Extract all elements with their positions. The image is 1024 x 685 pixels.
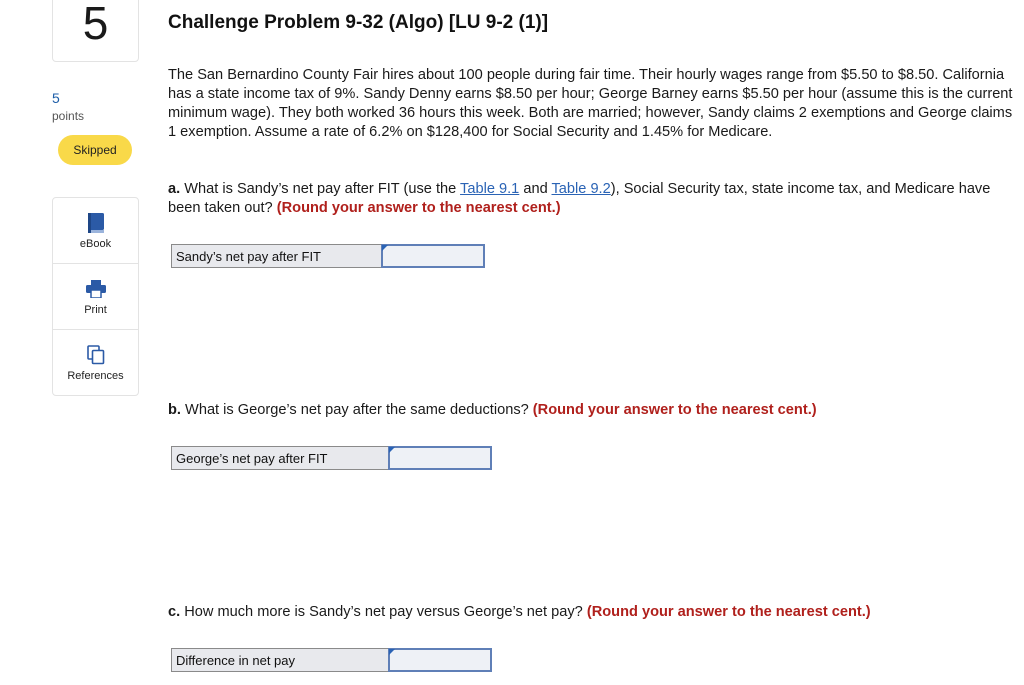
part-c-answer-field[interactable] — [388, 648, 492, 672]
copy-icon — [87, 344, 105, 366]
references-button[interactable] — [53, 330, 138, 395]
part-c-answer-label: Difference in net pay — [171, 648, 389, 672]
difference-input[interactable] — [390, 650, 490, 670]
part-a-answer-label: Sandy’s net pay after FIT — [171, 244, 382, 268]
book-icon — [87, 212, 105, 234]
part-a-text-3: ), Social Security tax, state income tax, and Medicare have been taken out? — [168, 181, 991, 216]
references-label: References — [67, 369, 124, 382]
flag-icon — [382, 245, 388, 251]
part-b-text: What is George’s net pay after the same deductions? — [185, 402, 529, 418]
part-b-answer-row — [171, 446, 492, 470]
part-a-question — [168, 180, 1014, 218]
sandy-net-pay-input[interactable] — [383, 246, 483, 266]
part-c-round-instruction: (Round your answer to the nearest cent.) — [586, 604, 871, 620]
table-9-2-link[interactable]: Table 9.2 — [551, 181, 611, 197]
part-a-label: a. — [168, 181, 181, 197]
print-label: Print — [84, 303, 107, 316]
problem-description: The San Bernardino County Fair hires about 100 people during fair time. Their hourly wages range from $5.50 to $8.50. California has a state income tax of 9%. Sandy Denny earns $8.50 per hour; George Barney earns $5.50 per hour (assume this is the current minimum wage). They both worked 36 hours this week. Both are married; however, Sandy claims 2 exemptions and George claims 1 exemption. Assume a rate of 6.2% on $128,400 for Social Security and 1.45% for Medicare. — [168, 67, 1013, 140]
status-badge: Skipped — [58, 135, 132, 165]
points-label: points — [52, 109, 85, 123]
george-net-pay-input[interactable] — [390, 448, 490, 468]
part-b-question — [168, 401, 1014, 420]
question-number: 5 — [82, 0, 109, 49]
print-button[interactable] — [53, 264, 138, 330]
ebook-label: eBook — [79, 237, 112, 250]
part-a-answer-field[interactable] — [381, 244, 485, 268]
flag-icon — [389, 649, 395, 655]
table-9-1-link[interactable]: Table 9.1 — [460, 181, 520, 197]
ebook-button[interactable] — [53, 198, 138, 264]
part-a-round-instruction: (Round your answer to the nearest cent.) — [276, 200, 561, 216]
part-c-answer-row — [171, 648, 492, 672]
part-b-round-instruction: (Round your answer to the nearest cent.) — [532, 402, 817, 418]
part-a-text-1: What is Sandy’s net pay after FIT (use the — [184, 181, 457, 197]
part-b-answer-label: George’s net pay after FIT — [171, 446, 389, 470]
part-c-question — [168, 603, 1014, 622]
tools-panel — [52, 197, 139, 396]
problem-title: Challenge Problem 9-32 (Algo) [LU 9-2 (1)] — [168, 12, 549, 33]
points-value: 5 — [52, 90, 60, 106]
part-a-answer-row — [171, 244, 485, 268]
part-c-text: How much more is Sandy’s net pay versus George’s net pay? — [184, 604, 583, 620]
flag-icon — [389, 447, 395, 453]
printer-icon — [86, 278, 106, 300]
question-number-box — [52, 0, 139, 62]
part-a-text-2: and — [523, 181, 548, 197]
part-b-label: b. — [168, 402, 181, 418]
part-c-label: c. — [168, 604, 181, 620]
question-sidebar — [0, 0, 150, 685]
part-b-answer-field[interactable] — [388, 446, 492, 470]
